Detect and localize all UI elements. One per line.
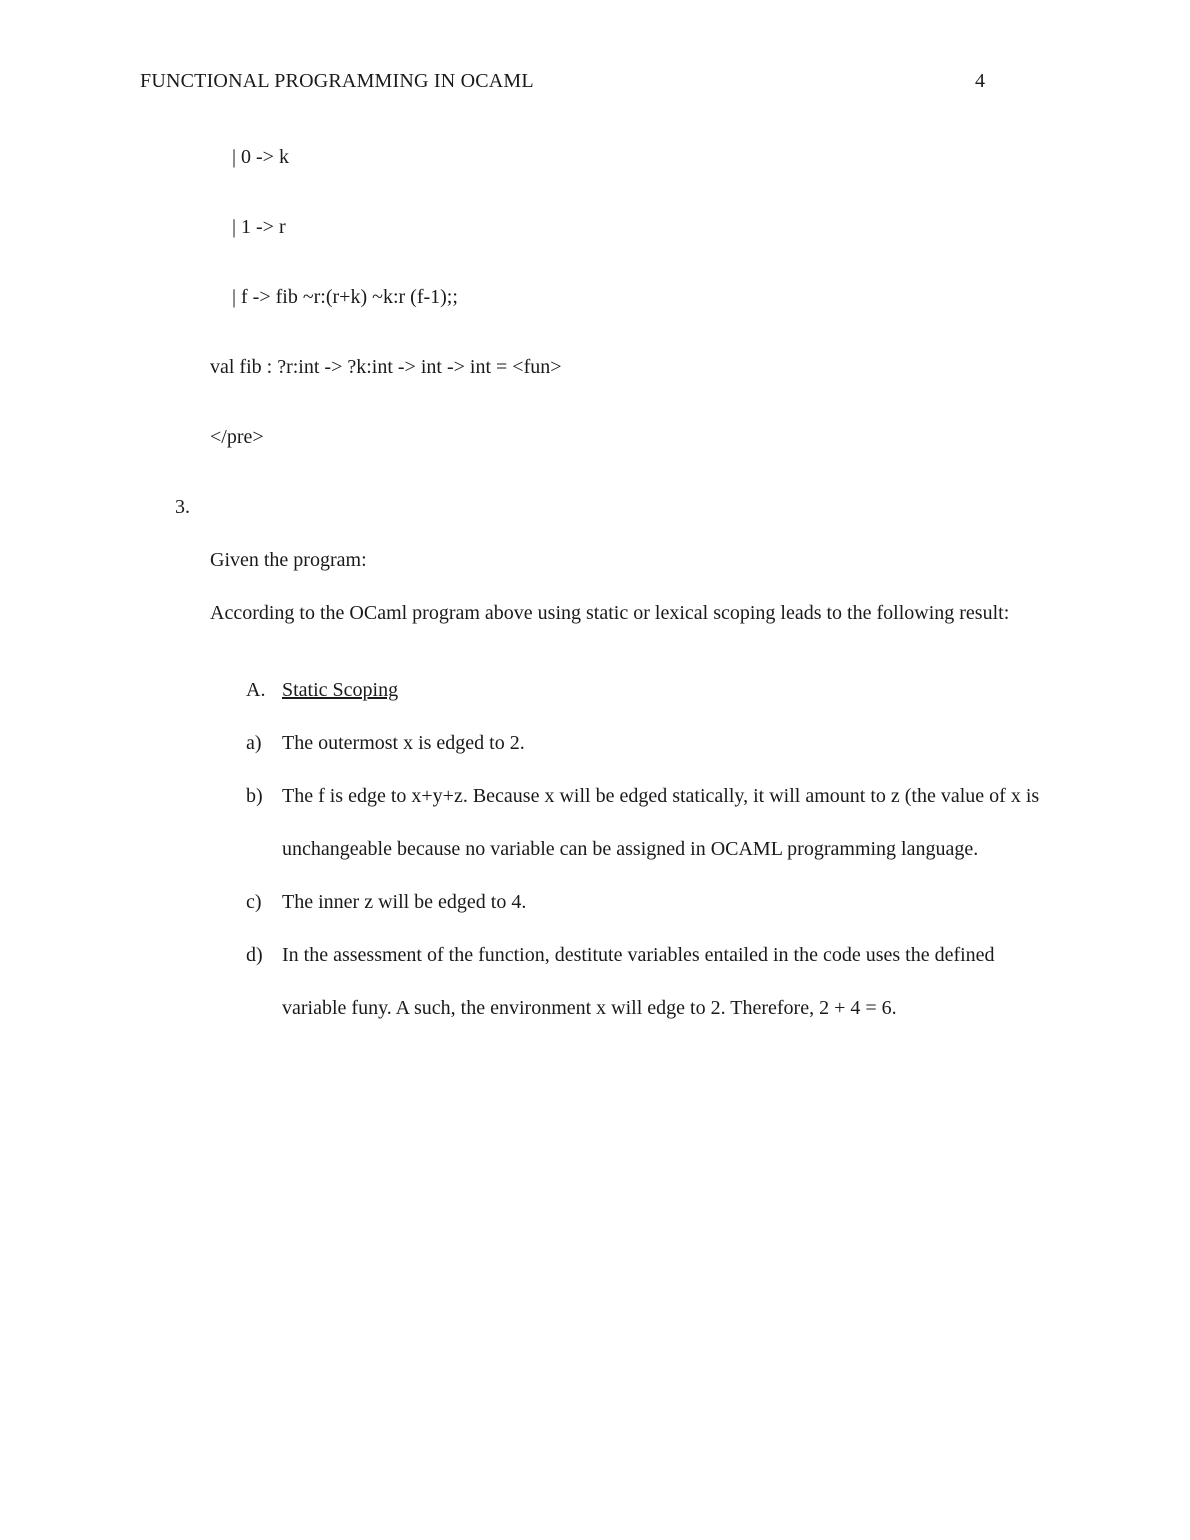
list-item-marker: c) — [246, 891, 262, 913]
list-heading-title: Static Scoping — [282, 679, 399, 701]
running-head: FUNCTIONAL PROGRAMMING IN OCAML — [140, 70, 534, 92]
list-item-b — [246, 770, 1045, 876]
paragraph-given-program: Given the program: — [210, 549, 367, 571]
paragraph-according: According to the OCaml program above using static or lexical scoping leads to the following result: — [210, 602, 1010, 624]
list-item-text: The f is edge to x+y+z. Because x will be edged statically, it will amount to z (the value of x is unchangeable because no variable can be assigned in OCAML programming language. — [282, 785, 1040, 860]
list-item-marker: a) — [246, 732, 262, 754]
code-line-5: </pre> — [210, 426, 264, 448]
document-body — [140, 131, 1045, 1035]
code-line-2: | 1 -> r — [232, 216, 286, 238]
list-number-3: 3. — [175, 496, 190, 518]
list-item-d — [246, 929, 1045, 1035]
list-item-text: In the assessment of the function, destitute variables entailed in the code uses the defined variable funy. A such, the environment x will edge to 2. Therefore, 2 + 4 = 6. — [282, 944, 995, 1019]
list-heading-marker: A. — [246, 679, 266, 701]
list-item-marker: d) — [246, 944, 263, 966]
list-item-marker: b) — [246, 785, 263, 807]
code-line-4: val fib : ?r:int -> ?k:int -> int -> int = <fun> — [210, 356, 562, 378]
code-line-1: | 0 -> k — [232, 146, 289, 168]
page-number: 4 — [975, 70, 985, 92]
answer-list — [140, 664, 1045, 1035]
page-header — [140, 70, 1045, 93]
list-item-c — [246, 876, 1045, 929]
list-item-text: The outermost x is edged to 2. — [282, 732, 525, 754]
list-item-text: The inner z will be edged to 4. — [282, 891, 527, 913]
list-heading-static-scoping — [246, 664, 1045, 717]
code-line-3: | f -> fib ~r:(r+k) ~k:r (f-1);; — [232, 286, 458, 308]
list-item-a — [246, 717, 1045, 770]
